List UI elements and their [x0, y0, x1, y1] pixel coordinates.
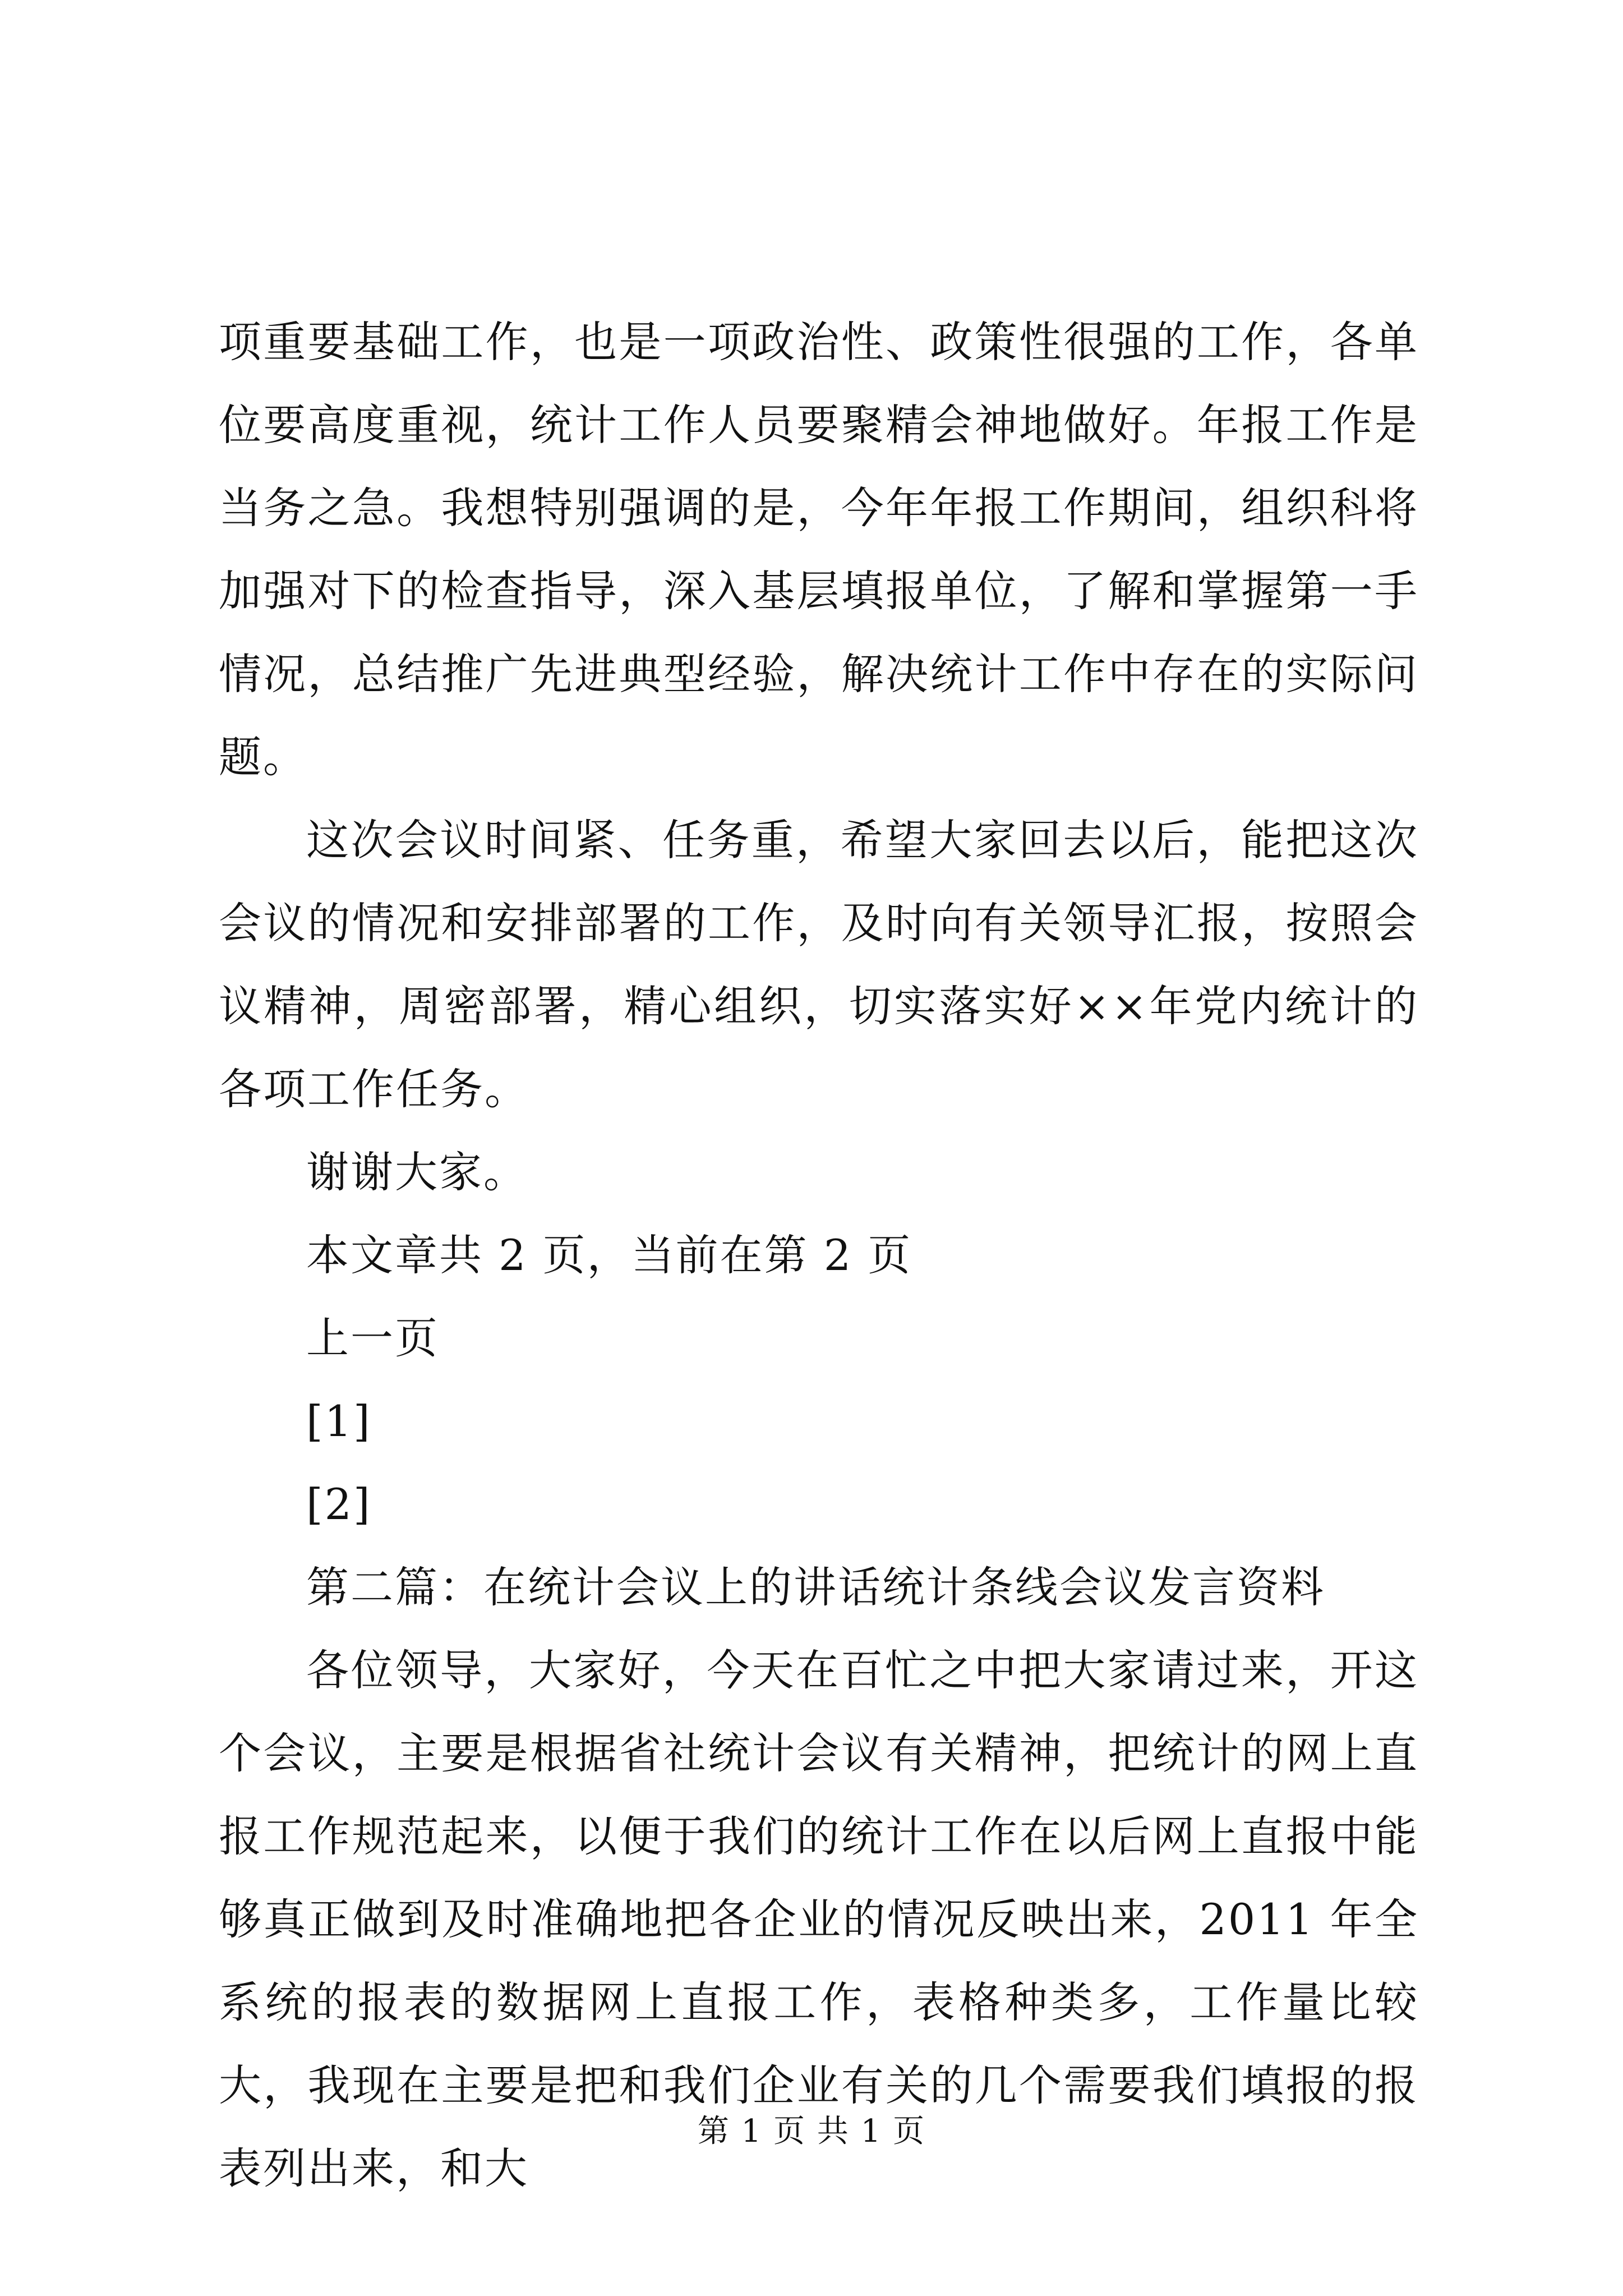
paragraph-speech-opening: 各位领导，大家好，今天在百忙之中把大家请过来，开这个会议，主要是根据省社统计会议有关精神，把统计的网上直报工作规范起来，以便于我们的统计工作在以后网上直报中能够真正做到及时准确地把各企业的情况反映出来，2011 年全系统的报表的数据网上直报工作，表格种类多，工作量比较大，我现在主要是把和我们企业有关的几个需要我们填报的报表列出来，和大: [219, 1645, 1419, 2193]
paragraph-meeting-closing: 这次会议时间紧、任务重，希望大家回去以后，能把这次会议的情况和安排部署的工作，及时向有关领导汇报，按照会议精神，周密部署，精心组织，切实落实好××年党内统计的各项工作任务。: [219, 815, 1419, 1114]
page-link-1[interactable]: [1]: [306, 1396, 372, 1446]
paragraph-continuation: 项重要基础工作，也是一项政治性、政策性很强的工作，各单位要高度重视，统计工作人员要聚精会神地做好。年报工作是当务之急。我想特别强调的是，今年年报工作期间，组织科将加强对下的检查指导，深入基层填报单位，了解和掌握第一手情况，总结推广先进典型经验，解决统计工作中存在的实际问题。: [219, 317, 1419, 782]
paragraph-thanks: 谢谢大家。: [306, 1147, 528, 1197]
previous-page-link[interactable]: 上一页: [306, 1313, 439, 1363]
page-count-note: 本文章共 2 页，当前在第 2 页: [306, 1230, 912, 1280]
section-heading-part-two: 第二篇：在统计会议上的讲话统计条线会议发言资料: [306, 1562, 1325, 1612]
document-body: [219, 301, 1419, 2210]
page-footer: 第 1 页 共 1 页: [697, 2113, 926, 2150]
page-link-2[interactable]: [2]: [306, 1479, 372, 1529]
